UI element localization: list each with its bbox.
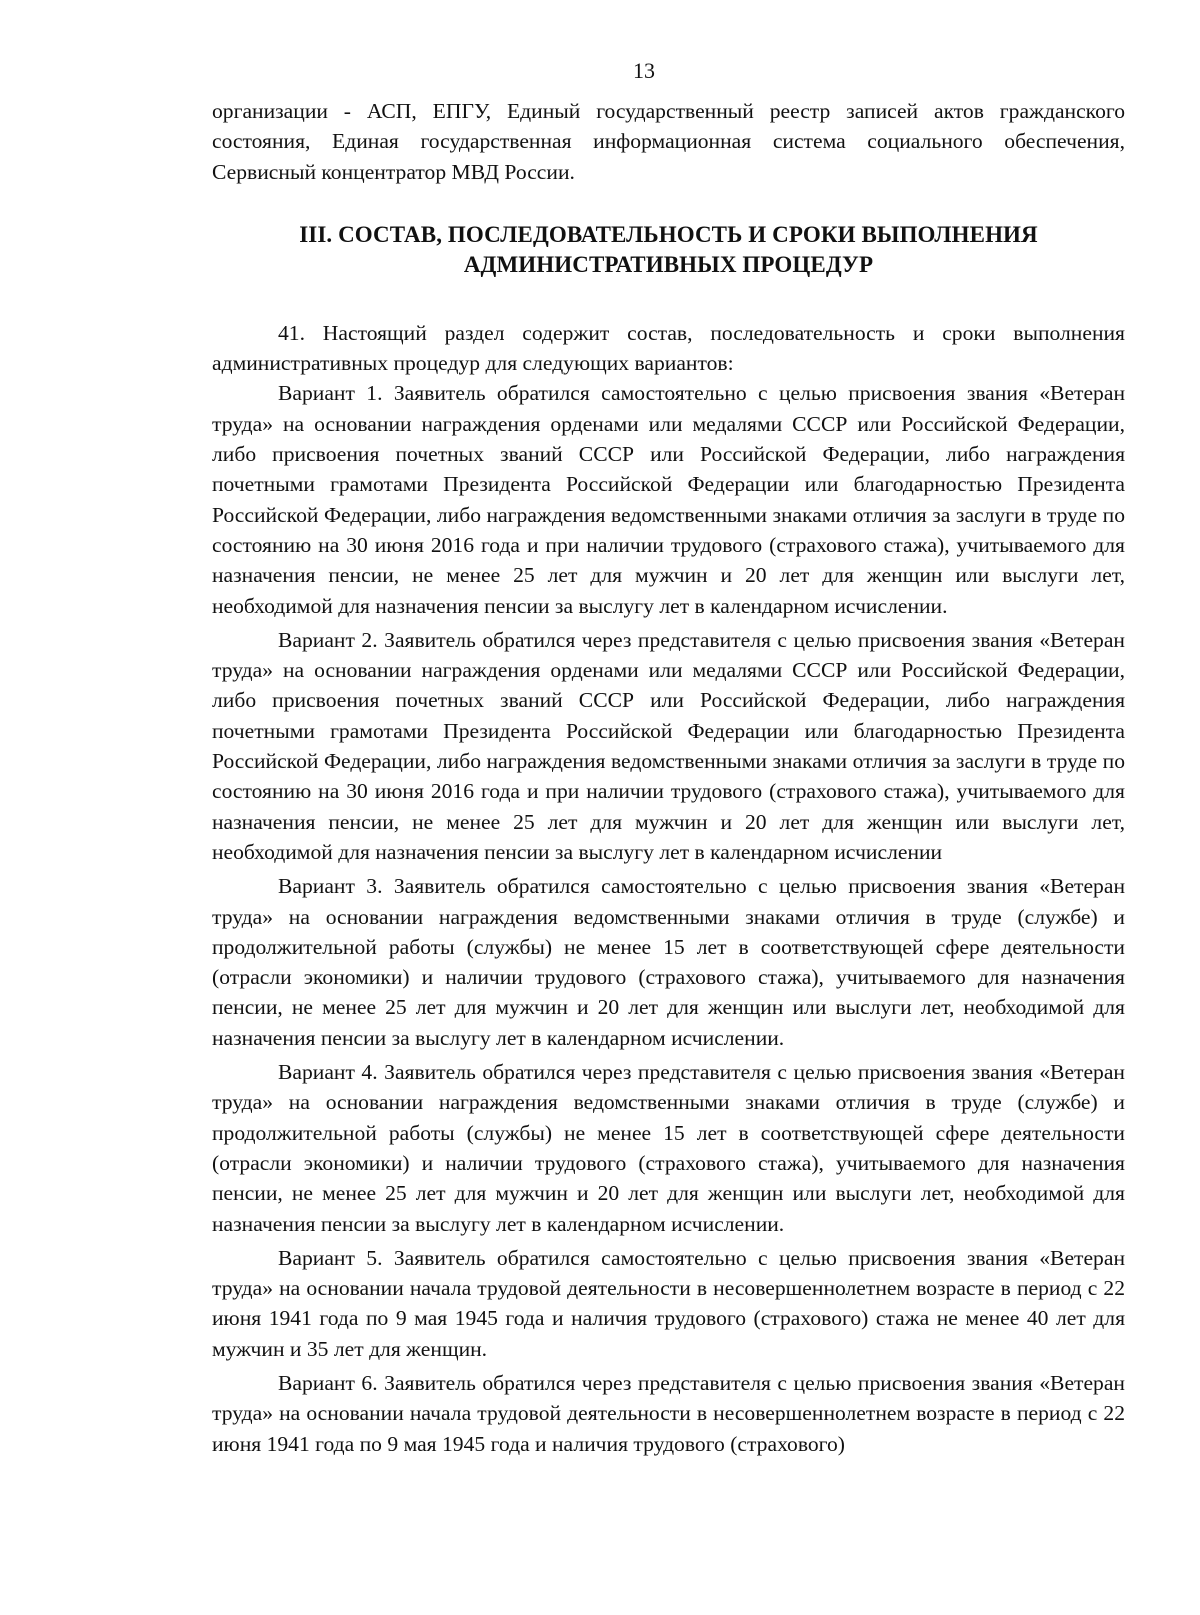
- paragraph-variant-4: Вариант 4. Заявитель обратился через представителя с целью присвоения звания «Ветеран труда» на основании награждения ведомственными знаками отличия в труде (службе) и продолжительной работы (службы) не менее 15 лет в соответствующей сфере деятельности (отрасли экономики) и наличии трудового (страхового стажа), учитываемого для назначения пенсии, не менее 25 лет для мужчин и 20 лет для женщин или выслуги лет, необходимой для назначения пенсии за выслугу лет в календарном исчислении.: [212, 1060, 1125, 1236]
- page-number: 13: [633, 58, 655, 83]
- paragraph-variant-1: Вариант 1. Заявитель обратился самостоятельно с целью присвоения звания «Ветеран труда» на основании награждения орденами или медалями СССР или Российской Федерации, либо присвоения почетных званий СССР или Российской Федерации, либо награждения почетными грамотами Президента Российской Федерации или благодарностью Президента Российской Федерации, либо награждения ведомственными знаками отличия за заслуги в труде по состоянию на 30 июня 2016 года и при наличии трудового (страхового стажа), учитываемого для назначения пенсии, не менее 25 лет для мужчин и 20 лет для женщин или выслуги лет, необходимой для назначения пенсии за выслугу лет в календарном исчислении.: [212, 381, 1125, 618]
- intro-paragraph: организации - АСП, ЕПГУ, Единый государственный реестр записей актов гражданского состояния, Единая государственная информационная система социального обеспечения, Сервисный концентратор МВД России.: [212, 99, 1125, 184]
- paragraph-variant-3: Вариант 3. Заявитель обратился самостоятельно с целью присвоения звания «Ветеран труда» на основании награждения ведомственными знаками отличия в труде (службе) и продолжительной работы (службы) не менее 15 лет в соответствующей сфере деятельности (отрасли экономики) и наличии трудового (страхового стажа), учитываемого для назначения пенсии, не менее 25 лет для мужчин и 20 лет для женщин или выслуги лет, необходимой для назначения пенсии за выслугу лет в календарном исчислении.: [212, 874, 1125, 1050]
- section-heading-line-1: III. СОСТАВ, ПОСЛЕДОВАТЕЛЬНОСТЬ И СРОКИ ВЫПОЛНЕНИЯ: [299, 221, 1038, 247]
- paragraph-variant-5: Вариант 5. Заявитель обратился самостоятельно с целью присвоения звания «Ветеран труда» на основании начала трудовой деятельности в несовершеннолетнем возрасте в период с 22 июня 1941 года по 9 мая 1945 года и наличия трудового (страхового) стажа не менее 40 лет для мужчин и 35 лет для женщин.: [212, 1245, 1125, 1361]
- paragraph-variant-2: Вариант 2. Заявитель обратился через представителя с целью присвоения звания «Ветеран труда» на основании награждения орденами или медалями СССР или Российской Федерации, либо присвоения почетных званий СССР или Российской Федерации, либо награждения почетными грамотами Президента Российской Федерации или благодарностью Президента Российской Федерации, либо награждения ведомственными знаками отличия за заслуги в труде по состоянию на 30 июня 2016 года и при наличии трудового (страхового стажа), учитываемого для назначения пенсии, не менее 25 лет для мужчин и 20 лет для женщин или выслуги лет, необходимой для назначения пенсии за выслугу лет в календарном исчислении: [212, 627, 1125, 864]
- paragraph-41: 41. Настоящий раздел содержит состав, последовательность и сроки выполнения административных процедур для следующих вариантов:: [212, 320, 1125, 376]
- document-body: [212, 96, 1125, 1459]
- section-heading: [212, 220, 1125, 280]
- paragraph-variant-6: Вариант 6. Заявитель обратился через представителя с целью присвоения звания «Ветеран труда» на основании начала трудовой деятельности в несовершеннолетнем возрасте в период с 22 июня 1941 года по 9 мая 1945 года и наличия трудового (страхового): [212, 1370, 1125, 1456]
- section-heading-line-2: АДМИНИСТРАТИВНЫХ ПРОЦЕДУР: [463, 251, 874, 277]
